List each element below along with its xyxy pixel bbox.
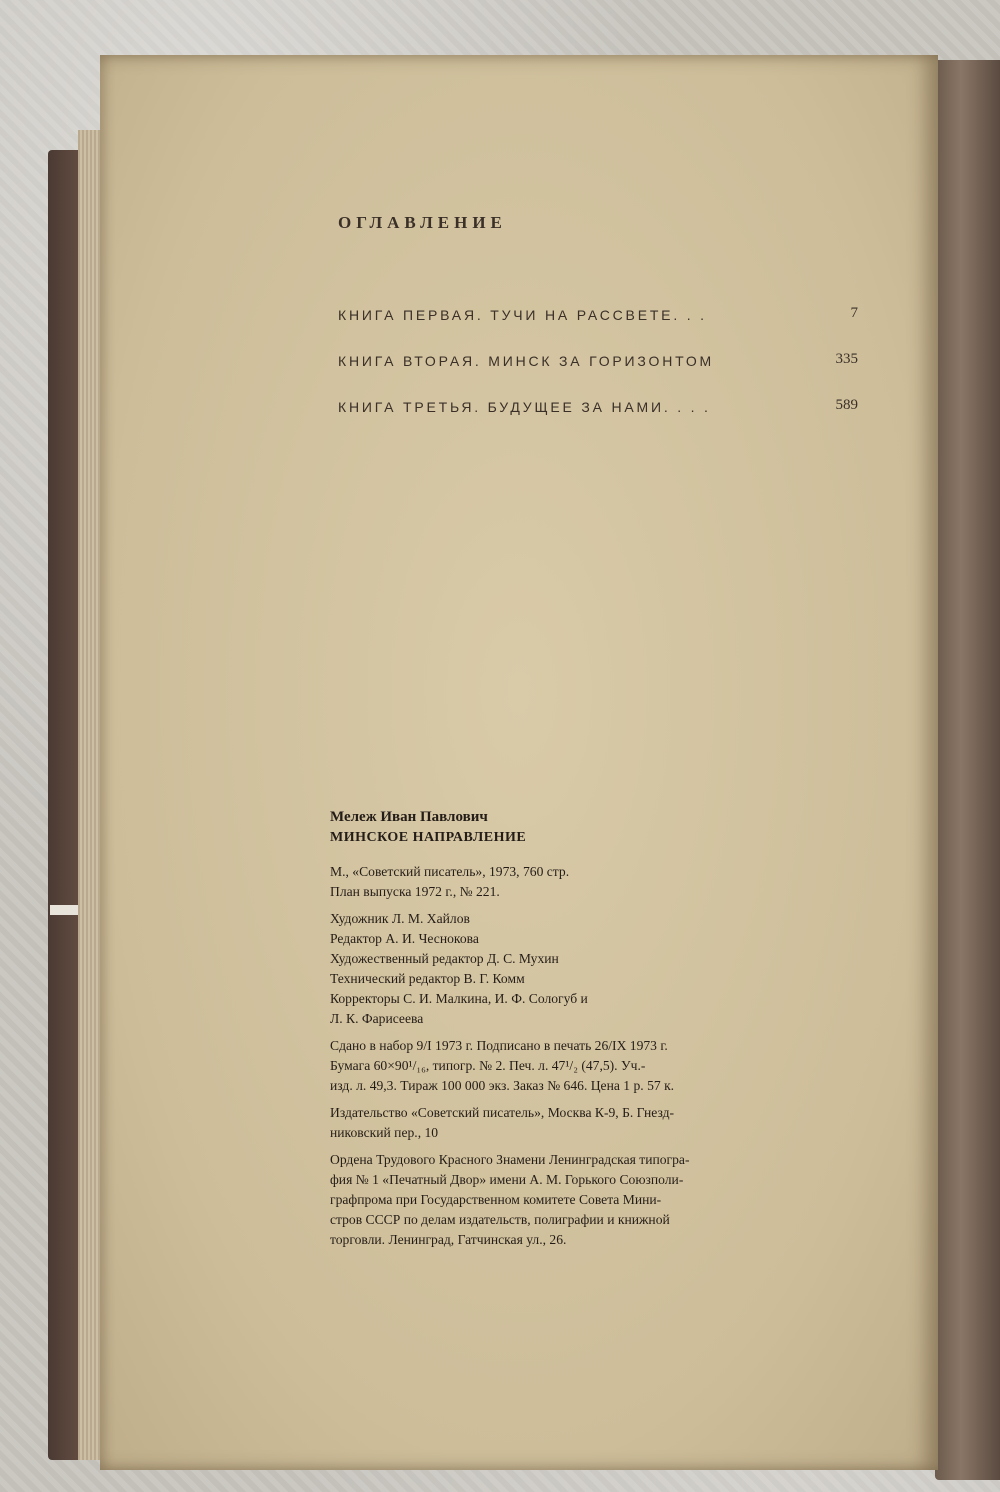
- credit-line: Корректоры С. И. Малкина, И. Ф. Сологуб и: [330, 991, 588, 1006]
- toc-heading: ОГЛАВЛЕНИЕ: [338, 213, 507, 232]
- toc-entry-page: 589: [835, 397, 858, 413]
- author-name: Мележ Иван Павлович: [330, 809, 488, 825]
- print-detail-line: изд. л. 49,3. Тираж 100 000 экз. Заказ № 646. Цена 1 р. 57 к.: [330, 1078, 675, 1093]
- toc-entry: [338, 305, 858, 329]
- imprint-block: [330, 809, 860, 1250]
- print-detail-line: Сдано в набор 9/I 1973 г. Подписано в печать 26/IX 1973 г.: [330, 1038, 668, 1053]
- toc-entry: [338, 397, 858, 421]
- print-detail-line: Бумага 60×90¹/₁₆, типогр. № 2. Печ. л. 47¹/₂ (47,5). Уч.-: [330, 1058, 646, 1073]
- toc-entry-title: КНИГА ТРЕТЬЯ. БУДУЩЕЕ ЗА НАМИ. . . .: [338, 399, 711, 415]
- publisher-address-line: Издательство «Советский писатель», Москва К-9, Б. Гнезд-: [330, 1105, 675, 1120]
- toc-entry-title: КНИГА ВТОРАЯ. МИНСК ЗА ГОРИЗОНТОМ: [338, 353, 714, 369]
- printer-line: фия № 1 «Печатный Двор» имени А. М. Горького Союзполи-: [330, 1172, 684, 1187]
- publisher-line: М., «Советский писатель», 1973, 760 стр.: [330, 864, 570, 879]
- printer-line: торговли. Ленинград, Гатчинская ул., 26.: [330, 1232, 567, 1247]
- facing-page-edge: [935, 60, 1000, 1480]
- plan-line: План выпуска 1972 г., № 221.: [330, 884, 500, 899]
- cover-label-mark: [50, 905, 80, 915]
- credit-line: Художественный редактор Д. С. Мухин: [330, 951, 559, 966]
- toc-entry-page: 7: [850, 305, 858, 321]
- book-title: МИНСКОЕ НАПРАВЛЕНИЕ: [330, 830, 527, 845]
- publisher-address-line: никовский пер., 10: [330, 1125, 439, 1140]
- credit-line: Редактор А. И. Чеснокова: [330, 931, 479, 946]
- book-page: [100, 55, 938, 1470]
- credit-line: Художник Л. М. Хайлов: [330, 911, 470, 926]
- printer-line: графпрома при Государственном комитете Совета Мини-: [330, 1192, 662, 1207]
- printer-line: Ордена Трудового Красного Знамени Ленинградская типогра-: [330, 1152, 690, 1167]
- toc-entry: [338, 351, 858, 375]
- credit-line: Технический редактор В. Г. Комм: [330, 971, 525, 986]
- toc-entry-title: КНИГА ПЕРВАЯ. ТУЧИ НА РАССВЕТЕ. . .: [338, 307, 707, 323]
- toc-entry-page: 335: [835, 351, 858, 367]
- printer-line: стров СССР по делам издательств, полиграфии и книжной: [330, 1212, 670, 1227]
- credit-line: Л. К. Фарисеева: [330, 1011, 424, 1026]
